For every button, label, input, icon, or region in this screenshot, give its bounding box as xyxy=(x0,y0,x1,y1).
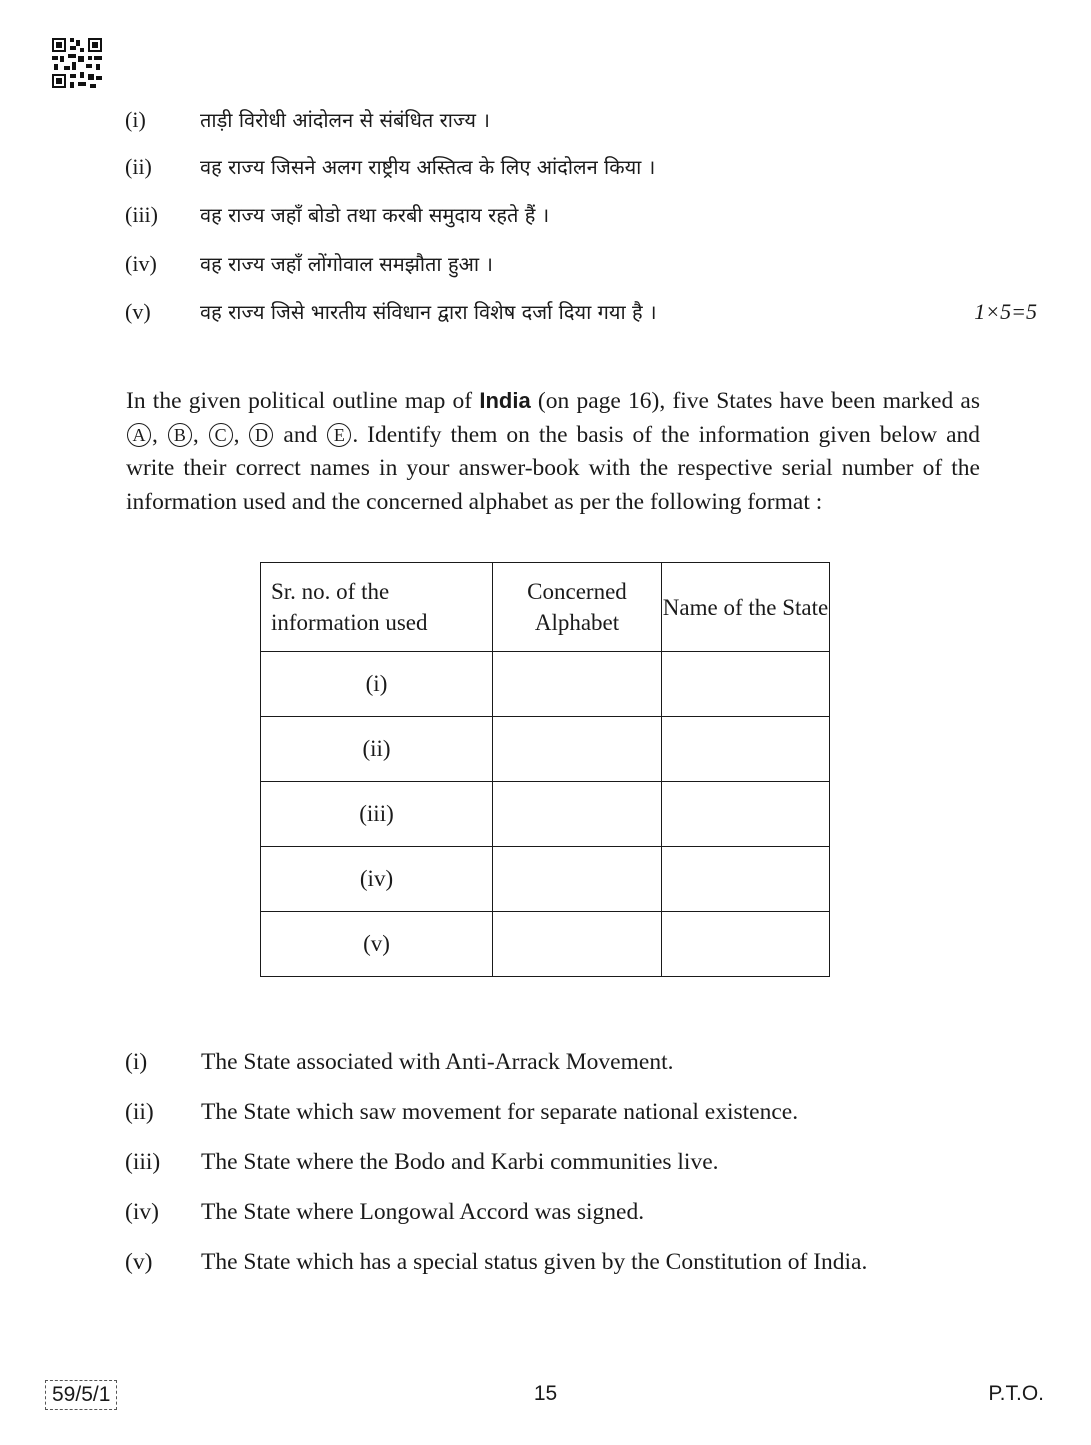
table-cell: (iv) xyxy=(261,847,493,912)
list-item xyxy=(125,292,1037,332)
item-text: वह राज्य जिसने अलग राष्ट्रीय अस्तित्व के लिए आंदोलन किया । xyxy=(200,155,656,179)
table-row xyxy=(261,717,830,782)
item-number: (i) xyxy=(125,1049,148,1075)
item-number: (i) xyxy=(125,107,146,132)
item-text: The State which saw movement for separate national existence. xyxy=(201,1099,799,1125)
circled-letter: D xyxy=(249,423,273,447)
list-item xyxy=(125,147,1037,187)
item-text: The State where the Bodo and Karbi communities live. xyxy=(201,1149,719,1175)
table-row xyxy=(261,652,830,717)
item-number: (ii) xyxy=(125,154,152,179)
list-item xyxy=(125,100,1037,140)
circled-letter: B xyxy=(168,423,192,447)
table-row xyxy=(261,782,830,847)
table-cell: (ii) xyxy=(261,717,493,782)
circled-letter: E xyxy=(327,423,351,447)
table-cell-empty xyxy=(662,847,830,912)
table-header: Name of the State xyxy=(662,563,830,652)
table-cell-empty xyxy=(662,782,830,847)
circled-letter: A xyxy=(127,423,151,447)
table-cell-empty xyxy=(662,717,830,782)
page-number: 15 xyxy=(533,1382,558,1405)
table-cell: (iii) xyxy=(261,782,493,847)
item-text: The State where Longowal Accord was signed. xyxy=(201,1199,645,1225)
item-text: The State which has a special status given by the Constitution of India. xyxy=(201,1249,868,1275)
list-item xyxy=(125,195,1037,235)
pto-label: P.T.O. xyxy=(988,1382,1044,1405)
table-header-row xyxy=(261,563,830,652)
circled-letter: C xyxy=(209,423,233,447)
hindi-question-list xyxy=(0,0,1091,330)
table-cell-empty xyxy=(493,847,662,912)
item-number: (iv) xyxy=(125,1199,159,1225)
separator: , xyxy=(152,421,167,448)
table-cell-empty xyxy=(493,912,662,977)
paper-code: 59/5/1 xyxy=(45,1380,117,1410)
table-row xyxy=(261,912,830,977)
table-cell: (v) xyxy=(261,912,493,977)
list-item xyxy=(125,244,1037,284)
item-text: वह राज्य जहाँ लोंगोवाल समझौता हुआ । xyxy=(200,252,493,276)
item-number: (iii) xyxy=(125,1149,161,1175)
item-text: वह राज्य जहाँ बोडो तथा करबी समुदाय रहते हैं । xyxy=(200,203,550,227)
item-number: (iv) xyxy=(125,251,157,276)
table-cell-empty xyxy=(493,652,662,717)
instruction-text: (on page 16), five States have been marked as xyxy=(530,388,980,414)
item-number: (v) xyxy=(125,299,151,324)
marks-label: 1×5=5 xyxy=(974,299,1037,324)
format-table xyxy=(260,562,830,977)
separator: and xyxy=(274,421,327,448)
table-cell-empty xyxy=(662,652,830,717)
instruction-text: In the given political outline map of xyxy=(126,388,480,414)
table-row xyxy=(261,847,830,912)
instruction-paragraph xyxy=(126,384,980,519)
item-text: वह राज्य जिसे भारतीय संविधान द्वारा विशेष दर्जा दिया गया है । xyxy=(200,300,657,324)
table-cell-empty xyxy=(493,782,662,847)
separator: , xyxy=(192,421,208,448)
item-number: (v) xyxy=(125,1249,153,1275)
table-header: Sr. no. of the information used xyxy=(261,563,493,652)
item-number: (ii) xyxy=(125,1099,154,1125)
english-question-list xyxy=(0,1040,1091,1340)
item-text: ताड़ी विरोधी आंदोलन से संबंधित राज्य । xyxy=(200,108,490,132)
table-cell: (i) xyxy=(261,652,493,717)
instruction-text: . Identify them on the basis of the information given below and write their correct names in your answer-book with the respective serial number of the information used and the concerned alphabet as per the following format : xyxy=(126,421,980,515)
table-cell-empty xyxy=(493,717,662,782)
separator: , xyxy=(233,421,249,448)
item-text: The State associated with Anti-Arrack Movement. xyxy=(201,1049,674,1075)
table-cell-empty xyxy=(662,912,830,977)
table-header: Concerned Alphabet xyxy=(493,563,662,652)
item-number: (iii) xyxy=(125,202,158,227)
instruction-bold: India xyxy=(479,388,531,413)
